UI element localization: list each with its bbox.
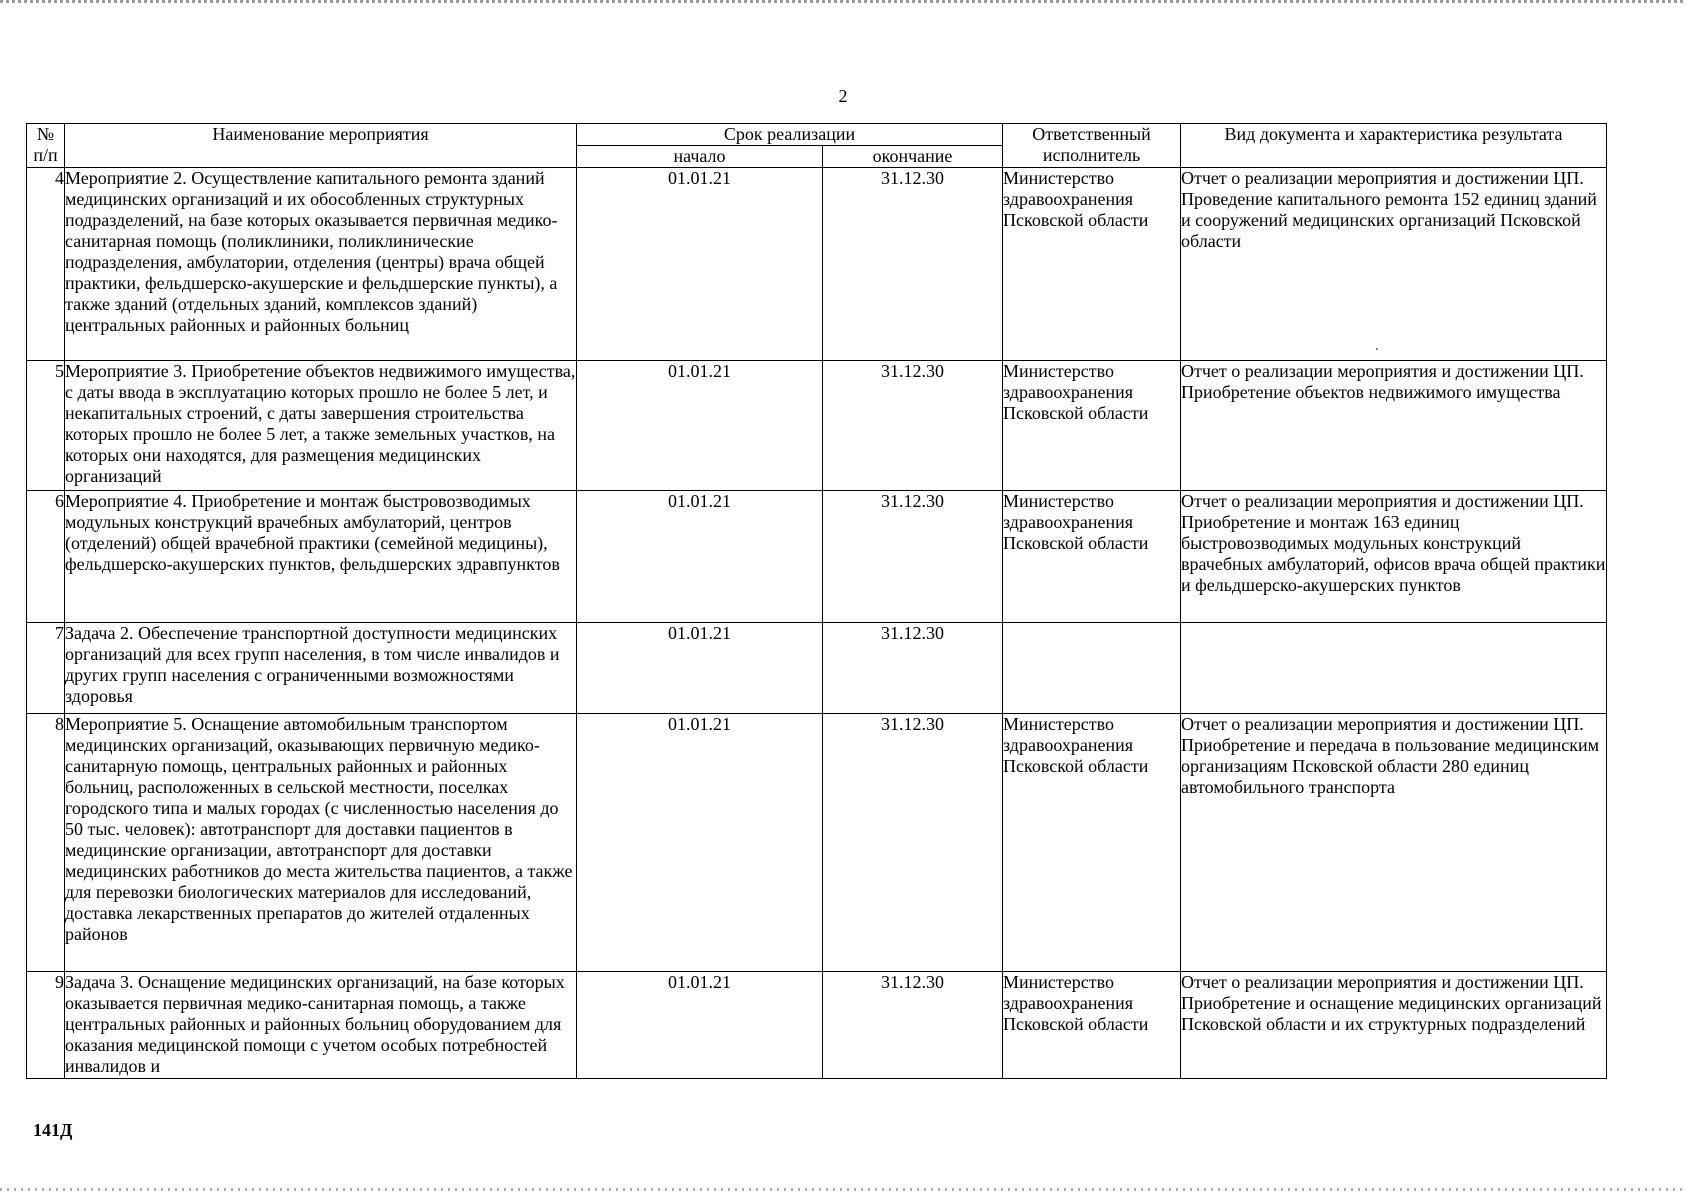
activity-name: Мероприятие 5. Оснащение автомобильным транспортом медицинских организаций, оказывающих первичную медико-санитарную помощь, центральных районных и районных больниц, расположенных в сельской местности, поселках городского типа и малых городах (с численностью населения до 50 тыс. человек): автотранспорт для доставки пациентов в медицинские организации, автотранспорт для доставки медицинских работников до места жительства пациентов, а также для перевозки биологических материалов для исследований, доставка лекарственных препаратов до жителей отдаленных районов xyxy=(65,714,577,972)
header-start: начало xyxy=(577,146,823,168)
table-row xyxy=(27,361,1607,491)
start-date: 01.01.21 xyxy=(577,168,823,361)
row-number: 4 xyxy=(27,168,65,361)
responsible-executor: Министерство здравоохранения Псковской области xyxy=(1003,714,1181,972)
header-responsible-line2: исполнитель xyxy=(1042,145,1141,165)
end-date: 31.12.30 xyxy=(823,168,1003,361)
activity-name: Задача 3. Оснащение медицинских организаций, на базе которых оказывается первичная медико-санитарная помощь, а также центральных районных и районных больниц оборудованием для оказания медицинской помощи с учетом особых потребностей инвалидов и xyxy=(65,972,577,1079)
result-description: Отчет о реализации мероприятия и достижении ЦП. Приобретение и оснащение медицинских организаций Псковской области и их структурных подразделений xyxy=(1181,972,1607,1079)
activities-table xyxy=(26,123,1607,1079)
row-number: 8 xyxy=(27,714,65,972)
row-number: 9 xyxy=(27,972,65,1079)
start-date: 01.01.21 xyxy=(577,714,823,972)
table-row xyxy=(27,491,1607,623)
footer-document-code: 141Д xyxy=(33,1120,73,1140)
responsible-executor: Министерство здравоохранения Псковской области xyxy=(1003,168,1181,361)
row-number: 7 xyxy=(27,623,65,714)
result-description: Отчет о реализации мероприятия и достижении ЦП. Приобретение объектов недвижимого имущества xyxy=(1181,361,1607,491)
header-number-line1: № xyxy=(36,124,55,144)
end-date: 31.12.30 xyxy=(823,623,1003,714)
end-date: 31.12.30 xyxy=(823,361,1003,491)
start-date: 01.01.21 xyxy=(577,491,823,623)
activity-name: Мероприятие 3. Приобретение объектов недвижимого имущества, с даты ввода в эксплуатацию которых прошло не более 5 лет, и некапитальных строений, с даты завершения строительства которых прошло не более 5 лет, а также земельных участков, на которых они находятся, для размещения медицинских организаций xyxy=(65,361,577,491)
table-row xyxy=(27,972,1607,1079)
start-date: 01.01.21 xyxy=(577,972,823,1079)
header-responsible xyxy=(1003,124,1181,168)
page-number: 2 xyxy=(838,86,848,106)
result-description: Отчет о реализации мероприятия и достижении ЦП. Приобретение и монтаж 163 единиц быстровозводимых модульных конструкций врачебных амбулаторий, офисов врача общей практики и фельдшерско-акушерских пунктов xyxy=(1181,491,1607,623)
start-date: 01.01.21 xyxy=(577,623,823,714)
scan-bottom-edge xyxy=(0,1188,1686,1191)
scan-speck xyxy=(1376,348,1378,350)
table-row xyxy=(27,714,1607,972)
row-number: 5 xyxy=(27,361,65,491)
responsible-executor: Министерство здравоохранения Псковской области xyxy=(1003,972,1181,1079)
table-row xyxy=(27,623,1607,714)
header-responsible-line1: Ответственный xyxy=(1032,124,1151,144)
activity-name: Мероприятие 4. Приобретение и монтаж быстровозводимых модульных конструкций врачебных амбулаторий, центров (отделений) общей врачебной практики (семейной медицины), фельдшерско-акушерских пунктов, фельдшерских здравпунктов xyxy=(65,491,577,623)
header-name: Наименование мероприятия xyxy=(65,124,577,168)
responsible-executor: Министерство здравоохранения Псковской области xyxy=(1003,361,1181,491)
responsible-executor xyxy=(1003,623,1181,714)
table-row xyxy=(27,168,1607,361)
header-end: окончание xyxy=(823,146,1003,168)
result-description: Отчет о реализации мероприятия и достижении ЦП. Проведение капитального ремонта 152 единиц зданий и сооружений медицинских организаций Псковской области xyxy=(1181,168,1607,361)
start-date: 01.01.21 xyxy=(577,361,823,491)
scan-top-edge xyxy=(0,0,1686,3)
result-description: Отчет о реализации мероприятия и достижении ЦП. Приобретение и передача в пользование медицинским организациям Псковской области 280 единиц автомобильного транспорта xyxy=(1181,714,1607,972)
header-period: Срок реализации xyxy=(577,124,1003,146)
table-header-row xyxy=(27,124,1607,146)
header-result: Вид документа и характеристика результата xyxy=(1181,124,1607,168)
header-number-line2: п/п xyxy=(33,145,58,165)
end-date: 31.12.30 xyxy=(823,491,1003,623)
result-description xyxy=(1181,623,1607,714)
activity-name: Задача 2. Обеспечение транспортной доступности медицинских организаций для всех групп населения, в том числе инвалидов и других групп населения с ограниченными возможностями здоровья xyxy=(65,623,577,714)
activity-name: Мероприятие 2. Осуществление капитального ремонта зданий медицинских организаций и их обособленных структурных подразделений, на базе которых оказывается первичная медико-санитарная помощь (поликлиники, поликлинические подразделения, амбулатории, отделения (центры) врача общей практики, фельдшерско-акушерские и фельдшерские пункты), а также зданий (отдельных зданий, комплексов зданий) центральных районных и районных больниц xyxy=(65,168,577,361)
responsible-executor: Министерство здравоохранения Псковской области xyxy=(1003,491,1181,623)
end-date: 31.12.30 xyxy=(823,972,1003,1079)
end-date: 31.12.30 xyxy=(823,714,1003,972)
header-number xyxy=(27,124,65,168)
row-number: 6 xyxy=(27,491,65,623)
